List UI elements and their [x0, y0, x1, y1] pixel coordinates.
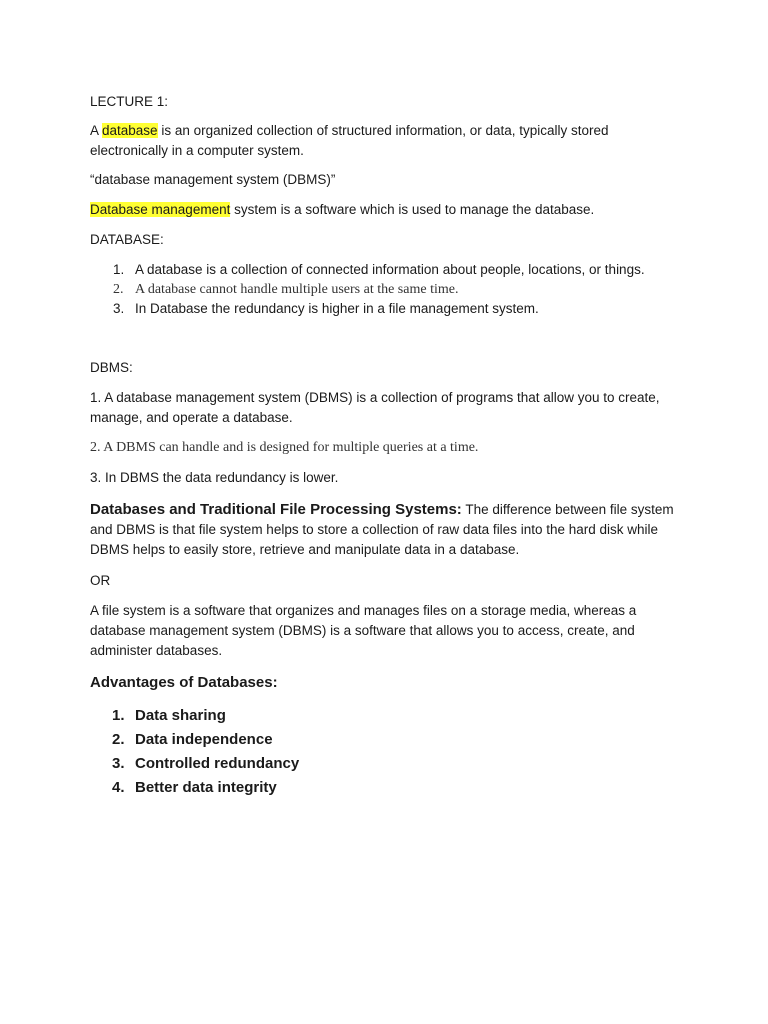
dbms-quote: “database management system (DBMS)” — [90, 172, 336, 187]
intro-paragraph — [90, 121, 678, 161]
lecture-title: LECTURE 1: — [90, 94, 169, 109]
list-item: 3. In Database the redundancy is higher in a file management system. — [113, 301, 539, 316]
dbms-point-3: 3. In DBMS the data redundancy is lower. — [90, 470, 339, 485]
list-item: 3. Controlled redundancy — [112, 755, 300, 772]
advantages-list — [90, 704, 678, 800]
comparison-heading: Databases and Traditional File Processing Systems: — [90, 501, 462, 518]
file-system-paragraph: A file system is a software that organizes and manages files on a storage media, whereas a database management system (DBMS) is a software that allows you to access, create, and administer databases. — [90, 603, 637, 658]
highlight-database: database — [102, 123, 158, 138]
highlight-database-management: Database management — [90, 202, 231, 217]
intro-rest: is an organized collection of structured information, or data, typically stored electronically in a computer system. — [90, 123, 609, 158]
comparison-text: The difference between file system and DBMS is that file system helps to store a collection of raw data files into the hard disk while DBMS helps to easily store, retrieve and manipulate data in a database. — [90, 502, 674, 557]
or-separator: OR — [90, 573, 111, 588]
list-item: 4. Better data integrity — [112, 779, 277, 796]
dbms-point-1: 1. A database management system (DBMS) is a collection of programs that allow you to create, manage, and operate a database. — [90, 390, 660, 425]
list-item: 1. Data sharing — [112, 707, 226, 724]
advantages-heading: Advantages of Databases: — [90, 674, 278, 691]
list-item: 2. Data independence — [112, 731, 273, 748]
dbms-definition — [90, 200, 678, 220]
comparison-paragraph — [90, 500, 678, 560]
database-heading: DATABASE: — [90, 232, 164, 247]
dbms-point-2: 2. A DBMS can handle and is designed for multiple queries at a time. — [90, 440, 479, 455]
list-item: 1. A database is a collection of connected information about people, locations, or things. — [113, 262, 645, 277]
list-item: 2. A database cannot handle multiple users at the same time. — [113, 281, 459, 297]
database-list — [90, 260, 678, 319]
intro-prefix: A — [90, 123, 103, 138]
dbms-heading: DBMS: — [90, 360, 133, 375]
dbms-definition-rest: system is a software which is used to manage the database. — [230, 202, 595, 217]
